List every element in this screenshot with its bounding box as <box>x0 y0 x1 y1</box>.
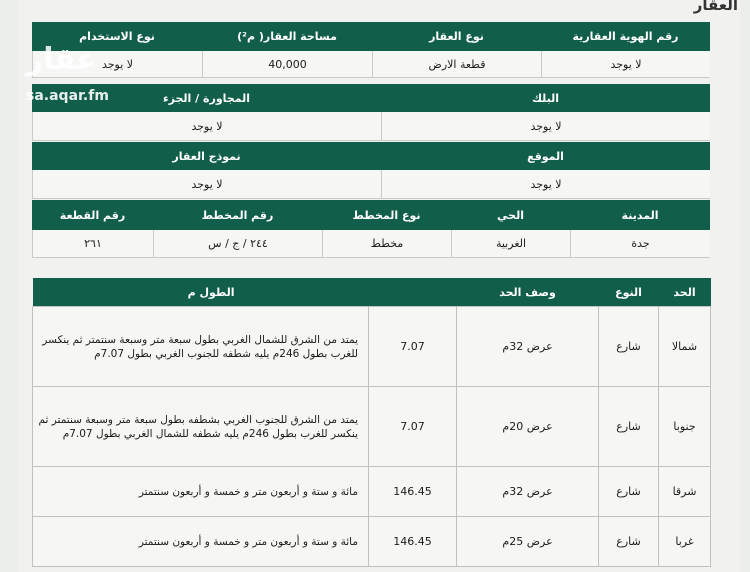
plot-number-header: رقم القطعة <box>32 200 153 230</box>
length-cell: 146.45 <box>369 467 457 517</box>
property-info-grid <box>32 22 710 78</box>
district-header: الحي <box>451 200 570 230</box>
desc-cell: عرض 32م <box>457 467 599 517</box>
block-value: لا يوجد <box>381 112 710 141</box>
block-header: البلك <box>381 84 710 112</box>
side-cell: شرقا <box>659 467 711 517</box>
section-title: العقار <box>693 0 738 14</box>
side-header: الحد <box>659 278 711 307</box>
aqar-url-watermark: sa.aqar.fm <box>26 88 109 104</box>
neighborhood-part-value: لا يوجد <box>32 112 381 141</box>
length-text-cell: يمتد من الشرق للشمال الغربي بطول سبعة متر وسبعة سنتمتر ثم ينكسر للغرب بطول 246م يليه شطفه للجنوب الغربي بطول 7.07م <box>33 307 369 387</box>
plan-type-header: نوع المخطط <box>322 200 451 230</box>
type-header: النوع <box>599 278 659 307</box>
boundary-desc-header: وصف الحد <box>457 278 599 307</box>
table-row <box>33 307 711 387</box>
plan-grid <box>32 200 710 258</box>
property-type-header: نوع العقار <box>372 22 541 51</box>
type-cell: شارع <box>599 517 659 567</box>
block-grid <box>32 84 710 141</box>
property-id-value: لا يوجد <box>541 51 710 78</box>
table-row <box>33 387 711 467</box>
district-value: الغربية <box>451 230 570 258</box>
type-cell: شارع <box>599 387 659 467</box>
plan-number-value: ٢٤٤ / ج / س <box>153 230 322 258</box>
table-row <box>33 467 711 517</box>
location-grid <box>32 142 710 199</box>
city-header: المدينة <box>570 200 710 230</box>
usage-type-header: نوع الاستخدام <box>32 22 202 51</box>
length-text-cell: مائة و ستة و أربعون متر و خمسة و أربعون سنتمتر <box>33 467 369 517</box>
property-model-header: نموذج العقار <box>32 142 381 170</box>
side-cell: شمالا <box>659 307 711 387</box>
location-value: لا يوجد <box>381 170 710 199</box>
length-cell: 7.07 <box>369 307 457 387</box>
property-model-value: لا يوجد <box>32 170 381 199</box>
area-header: مساحة العقار( م²) <box>202 22 372 51</box>
side-cell: جنوبا <box>659 387 711 467</box>
location-header: الموقع <box>381 142 710 170</box>
desc-cell: عرض 25م <box>457 517 599 567</box>
property-type-value: قطعة الارض <box>372 51 541 78</box>
desc-cell: عرض 32م <box>457 307 599 387</box>
plan-type-value: مخطط <box>322 230 451 258</box>
area-value: 40,000 <box>202 51 372 78</box>
length-text-cell: يمتد من الشرق للجنوب الغربي بشطفه بطول سبعة متر وسبعة سنتمتر ثم ينكسر للغرب بطول 246م يليه شطفه للشمال الغربي بطول 7.07م <box>33 387 369 467</box>
boundaries-table <box>32 278 711 567</box>
side-cell: غربا <box>659 517 711 567</box>
boundaries-header-row <box>33 278 711 307</box>
type-cell: شارع <box>599 307 659 387</box>
length-cell: 7.07 <box>369 387 457 467</box>
property-id-header: رقم الهوية العقارية <box>541 22 710 51</box>
aqar-logo-watermark: عقار <box>26 42 97 77</box>
length-header: الطول م <box>33 278 457 307</box>
type-cell: شارع <box>599 467 659 517</box>
desc-cell: عرض 20م <box>457 387 599 467</box>
neighborhood-part-header: المجاورة / الجزء <box>32 84 381 112</box>
table-row <box>33 517 711 567</box>
plan-number-header: رقم المخطط <box>153 200 322 230</box>
length-cell: 146.45 <box>369 517 457 567</box>
usage-type-value: لا يوجد <box>32 51 202 78</box>
city-value: جدة <box>570 230 710 258</box>
plot-number-value: ٢٦١ <box>32 230 153 258</box>
length-text-cell: مائة و ستة و أربعون متر و خمسة و أربعون سنتمتر <box>33 517 369 567</box>
